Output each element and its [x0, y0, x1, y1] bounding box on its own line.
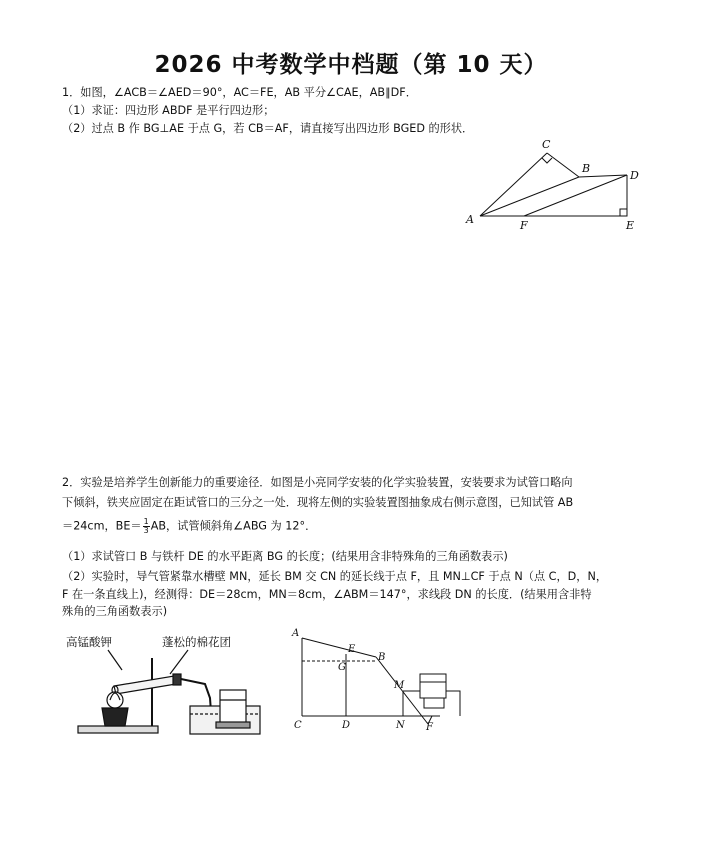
label-cotton-ball: 蓬松的棉花团	[162, 635, 231, 649]
q2-part2-line3: 殊角的三角函数表示)	[62, 605, 168, 618]
label-a: A	[292, 628, 300, 639]
schematic-figure	[290, 624, 470, 732]
page-title: 2026 中考数学中档题（第 10 天）	[154, 52, 548, 78]
q2-line3-b: AB，试管倾斜角∠ABG 为 12°．	[150, 519, 317, 533]
label-d: D	[630, 169, 639, 182]
label-e: E	[626, 219, 635, 232]
q2-part1: （1）求试管口 B 与铁杆 DE 的水平距离 BG 的长度；(结果用含非特殊角的三角函数表示)	[62, 550, 508, 563]
q1-part1: （1）求证：四边形 ABDF 是平行四边形；	[62, 104, 275, 117]
apparatus-illustration	[70, 648, 265, 738]
fraction-one-third	[143, 518, 150, 535]
segment-ab	[480, 177, 579, 216]
label-e: E	[348, 644, 356, 655]
q1-figure	[462, 134, 642, 234]
q2-line3-a: ＝24cm，BE＝	[62, 519, 142, 533]
segment-fd	[524, 175, 627, 216]
q1-part2: （2）过点 B 作 BG⊥AE 于点 G，若 CB＝AF，请直接写出四边形 BGED 的形状．	[62, 122, 474, 135]
right-angle-e	[620, 209, 627, 216]
segment-cb	[547, 153, 579, 177]
label-m: M	[394, 680, 405, 691]
label-n: N	[396, 720, 405, 731]
q2-line3	[62, 518, 316, 535]
label-g: G	[338, 662, 346, 673]
label-a: A	[466, 213, 474, 226]
q2-line2: 下倾斜，铁夹应固定在距试管口的三分之一处．现将左侧的实验装置图抽象成右侧示意图，已知试管 AB	[62, 496, 574, 509]
label-c: C	[294, 720, 302, 731]
segment-ac	[480, 153, 547, 216]
q1-stem: 1．如图，∠ACB＝∠AED＝90°，AC＝FE，AB 平分∠CAE，AB∥DF．	[62, 86, 417, 99]
label-potassium-permanganate: 高锰酸钾	[66, 635, 112, 649]
label-d: D	[342, 720, 351, 731]
bottle-outline	[420, 674, 446, 698]
label-b: B	[378, 652, 386, 663]
segment-bd	[579, 175, 627, 177]
q2-part2-line2: F 在一条直线上)，经测得：DE＝28cm，MN＝8cm，∠ABM＝147°，求线段 DN 的长度．(结果用含非特	[62, 588, 592, 601]
q2-line1: 2．实验是培养学生创新能力的重要途径．如图是小亮同学安装的化学实验装置，安装要求为试管口略向	[62, 476, 573, 489]
fraction-denominator: 3	[143, 526, 149, 535]
segment-ab	[302, 638, 376, 657]
fraction-numerator: 1	[143, 517, 149, 526]
label-c: C	[542, 138, 551, 151]
label-f: F	[426, 722, 433, 732]
right-angle-c	[542, 158, 552, 163]
label-b: B	[582, 162, 591, 175]
label-f: F	[520, 219, 528, 232]
q2-part2-line1: （2）实验时，导气管紧靠水槽壁 MN，延长 BM 交 CN 的延长线于点 F，且 MN⊥CF 于点 N（点 C，D，N，	[62, 570, 608, 583]
